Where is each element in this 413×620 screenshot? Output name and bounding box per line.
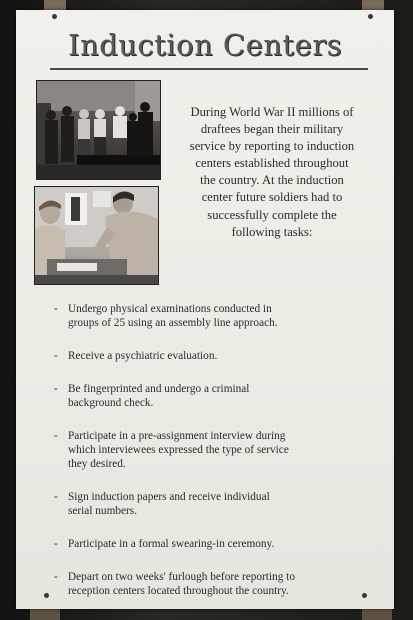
task-item (54, 302, 384, 330)
task-line: Participate in a pre-assignment interview during (68, 430, 286, 442)
fingerprinting-photo-illustration (35, 187, 158, 284)
task-line: Be fingerprinted and undergo a criminal (68, 383, 250, 395)
intro-line: following tasks: (231, 224, 313, 239)
intro-line: centers established throughout (195, 156, 349, 171)
intro-line: center future soldiers had to (201, 190, 343, 205)
title-underline (50, 68, 368, 70)
task-line: they desired. (68, 458, 126, 470)
task-line: Participate in a formal swearing-in ceremony. (68, 538, 275, 550)
intro-paragraph (168, 104, 376, 241)
historical-photo-group (36, 80, 161, 180)
task-line: Sign induction papers and receive individual (68, 491, 270, 503)
bullet-dash: - (54, 383, 58, 395)
intro-line: successfully complete the (207, 207, 337, 222)
task-item (54, 537, 384, 551)
bullet-dash: - (54, 303, 58, 315)
historical-photo-fingerprinting (34, 186, 159, 285)
bullet-dash: - (54, 491, 58, 503)
screw-icon (368, 14, 373, 19)
task-item (54, 570, 384, 598)
intro-line: the country. At the induction (200, 173, 344, 188)
task-list (54, 302, 384, 598)
task-line: groups of 25 using an assembly line approach. (68, 317, 278, 329)
information-sign (16, 10, 394, 609)
intro-line: During World War II millions of (190, 105, 354, 119)
task-line: background check. (68, 397, 154, 409)
bullet-dash: - (54, 538, 58, 550)
task-item (54, 382, 384, 410)
intro-line: draftees began their military (200, 122, 344, 137)
task-line: reception centers located throughout the country. (68, 585, 289, 597)
task-line: Receive a psychiatric evaluation. (68, 350, 218, 362)
task-line: Depart on two weeks' furlough before reporting to (68, 571, 295, 583)
bullet-dash: - (54, 350, 58, 362)
task-line: Undergo physical examinations conducted in (68, 303, 272, 315)
group-photo-illustration (37, 81, 160, 179)
task-item (54, 349, 384, 363)
task-line: which interviewees expressed the type of service (68, 444, 289, 456)
sign-title: Induction Centers (68, 28, 342, 62)
screw-icon (52, 14, 57, 19)
task-item (54, 490, 384, 518)
task-item (54, 429, 384, 471)
intro-line: service by reporting to induction (189, 139, 355, 154)
bullet-dash: - (54, 571, 58, 583)
task-line: serial numbers. (68, 505, 138, 517)
screw-icon (44, 593, 49, 598)
bullet-dash: - (54, 430, 58, 442)
